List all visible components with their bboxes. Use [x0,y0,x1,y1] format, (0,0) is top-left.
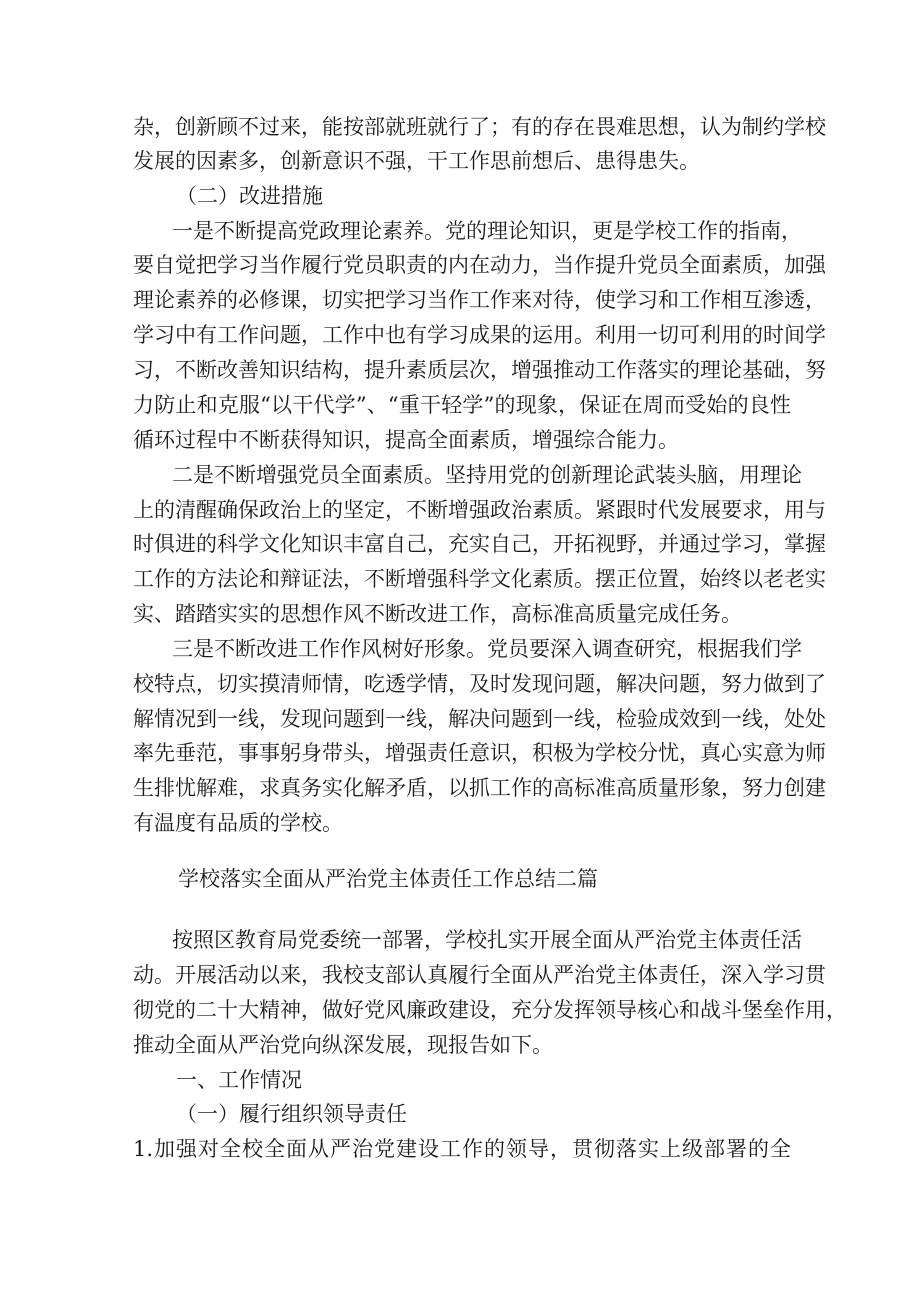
text-line: （一）履行组织领导责任 [176,1102,407,1126]
section-title: 学校落实全面从严治党主体责任工作总结二篇 [178,867,598,891]
text-line: 率先垂范，事事躬身带头，增强责任意识，积极为学校分忧，真心实意为师 [133,741,826,765]
text-line: 杂，创新顾不过来，能按部就班就行了；有的存在畏难思想，认为制约学校 [133,115,826,139]
text-line: 彻党的二十大精神，做好党风廉政建设，充分发挥领导核心和战斗堡垒作用， [133,998,847,1022]
text-line: 发展的因素多，创新意识不强，干工作思前想后、患得患失。 [133,149,700,173]
text-line: 循环过程中不断获得知识，提高全面素质，增强综合能力。 [133,428,679,452]
text-line: 要自觉把学习当作履行党员职责的内在动力，当作提升党员全面素质，加强 [133,253,826,277]
text-line: 二是不断增强党员全面素质。坚持用党的创新理论武装头脑，用理论 [172,463,802,487]
text-line: 解情况到一线，发现问题到一线，解决问题到一线，检验成效到一线，处处 [133,707,826,731]
text-line: 生排忧解难，求真务实化解矛盾，以抓工作的高标准高质量形象，努力创建 [133,776,826,800]
text-line: 一是不断提高党政理论素养。党的理论知识，更是学校工作的指南， [172,219,802,243]
text-line: 实、踏踏实实的思想作风不断改进工作，高标准高质量完成任务。 [133,602,742,626]
text-line: 习，不断改善知识结构，提升素质层次，增强推动工作落实的理论基础，努 [133,358,826,382]
text-line: 一、工作情况 [176,1068,302,1092]
text-line: 校特点，切实摸清师情，吃透学情，及时发现问题，解决问题，努力做到了 [133,672,826,696]
text-line: 上的清醒确保政治上的坚定，不断增强政治素质。紧跟时代发展要求，用与 [133,498,826,522]
text-line: 力防止和克服“以干代学”、“重干轻学”的现象，保证在周而受始的良性 [133,393,791,417]
text-line: 动。开展活动以来，我校支部认真履行全面从严治党主体责任，深入学习贯 [133,963,826,987]
text-line: 学习中有工作问题，工作中也有学习成果的运用。利用一切可利用的时间学 [133,323,826,347]
text-line: 时俱进的科学文化知识丰富自己，充实自己，开拓视野，并通过学习，掌握 [133,532,826,556]
text-line: 按照区教育局党委统一部署，学校扎实开展全面从严治党主体责任活 [172,928,802,952]
text-line: （二）改进措施 [176,184,323,208]
text-line: 理论素养的必修课，切实把学习当作工作来对待，使学习和工作相互渗透， [133,288,826,312]
text-line: 1.加强对全校全面从严治党建设工作的领导，贯彻落实上级部署的全 [133,1137,791,1161]
text-line: 推动全面从严治党向纵深发展，现报告如下。 [133,1033,553,1057]
text-line: 工作的方法论和辩证法，不断增强科学文化素质。摆正位置，始终以老老实 [133,567,826,591]
text-line: 有温度有品质的学校。 [133,811,343,835]
text-line: 三是不断改进工作作风树好形象。党员要深入调查研究，根据我们学 [172,637,802,661]
